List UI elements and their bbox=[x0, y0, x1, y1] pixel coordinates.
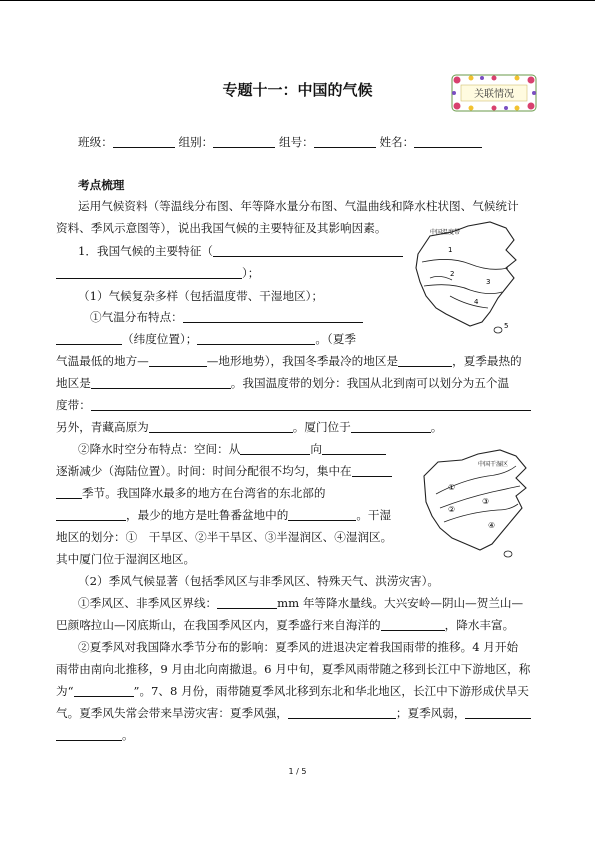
monsoon-line-s: 。 bbox=[56, 727, 134, 743]
question-1-cont: ）； bbox=[56, 265, 259, 281]
season-blank-2[interactable] bbox=[56, 486, 82, 499]
monsoon-line-r: 气。夏季风失常会带来旱涝灾害：夏季风强， ；夏季风弱， bbox=[56, 705, 531, 721]
precip-line-f: ②降水时空分布特点：空间：从 向 bbox=[78, 441, 386, 457]
top-rule bbox=[0, 0, 595, 1]
intro-line-1: 运用气候资料（等温线分布图、年等降水量分布图、气温曲线和降水柱状图、气候统计 bbox=[78, 199, 519, 213]
map1-label-2: 2 bbox=[450, 270, 455, 278]
question-1: 1．我国气候的主要特征（ bbox=[78, 243, 403, 259]
monsoon-line-n: 巴颜喀拉山—冈底斯山，在我国季风区内，夏季盛行来自海洋的 ，降水丰富。 bbox=[56, 618, 515, 632]
map1-label-4: 4 bbox=[474, 298, 479, 306]
driest-blank[interactable] bbox=[288, 508, 356, 521]
temp-features: ①气温分布特点： bbox=[90, 309, 363, 325]
plum-rain-blank[interactable] bbox=[74, 684, 134, 697]
map1-caption: 中国温度带 bbox=[430, 229, 461, 236]
page-number: 1 / 5 bbox=[288, 767, 307, 776]
temp-blank-2[interactable] bbox=[56, 332, 122, 345]
precip-line-j: 地区的划分：① 干旱区、②半干旱区、③半湿润区、④湿润区。 bbox=[56, 530, 393, 544]
strong-monsoon-blank[interactable] bbox=[288, 706, 396, 719]
coldest-summer-blank[interactable] bbox=[149, 354, 207, 367]
map2-label-4: ④ bbox=[488, 521, 496, 530]
map1-label-5: 5 bbox=[504, 322, 509, 330]
precip-line-i: ，最少的地方是吐鲁番盆地中的 。干湿 bbox=[56, 507, 391, 523]
temp-zones-blank[interactable] bbox=[91, 398, 531, 411]
monsoon-line-p: 雨带由南向北推移，9 月由北向南撤退。6 月中旬，夏季风雨带随之移到长江中下游地区，称 bbox=[56, 662, 531, 676]
map1-label-3: 3 bbox=[486, 278, 491, 286]
season-blank-1[interactable] bbox=[352, 464, 392, 477]
map2-label-1: ① bbox=[448, 483, 456, 492]
monsoon-line-q: 为“ ”。7、8 月份，雨带随夏季风北移到东北和华北地区，长江中下游形成伏旱天 bbox=[56, 684, 529, 698]
temp-line-e: 另外，青藏高原为 。厦门位于 。 bbox=[56, 420, 443, 434]
xiamen-blank[interactable] bbox=[351, 420, 431, 433]
temp-blank-1[interactable] bbox=[183, 310, 363, 323]
temp-line-b: 气温最低的地方— —地形地势），我国冬季最冷的地区是 ，夏季最热的 bbox=[56, 354, 522, 368]
group-no-label: 组号： bbox=[278, 135, 314, 149]
subsection-1: （1）气候复杂多样（包括温度带、干湿地区）； bbox=[78, 289, 324, 303]
class-blank[interactable] bbox=[113, 135, 175, 148]
badge-text: 关联情况 bbox=[474, 89, 514, 100]
map2-label-2: ② bbox=[448, 505, 456, 514]
precip-from-blank[interactable] bbox=[240, 442, 310, 455]
group-label: 组别： bbox=[178, 135, 214, 149]
monsoon-line-m: ①季风区、非季风区界线： mm 年等降水量线。大兴安岭—阴山—贺兰山— bbox=[78, 596, 524, 610]
temp-line-c: 地区是 。我国温度带的划分：我国从北到南可以划分为五个温 bbox=[56, 376, 510, 390]
monsoon-line-o: ②夏季风对我国降水季节分布的影响：夏季风的进退决定着我国雨带的推移。4 月开始 bbox=[78, 640, 519, 654]
student-info-row bbox=[78, 134, 482, 150]
precip-line-g: 逐渐减少（海陆位置）。时间：时间分配很不均匀，集中在 bbox=[56, 463, 392, 479]
precip-to-blank[interactable] bbox=[322, 442, 386, 455]
feature-blank-2[interactable] bbox=[56, 266, 242, 279]
coldest-winter-blank[interactable] bbox=[398, 354, 452, 367]
name-blank[interactable] bbox=[414, 135, 482, 148]
precip-line-blank[interactable] bbox=[217, 596, 277, 609]
feature-blank[interactable] bbox=[213, 244, 403, 257]
map1-label-1: 1 bbox=[448, 246, 453, 254]
weak-monsoon-blank-1[interactable] bbox=[465, 706, 531, 719]
tibet-blank[interactable] bbox=[149, 420, 293, 433]
temp-line-a: （纬度位置）； 。（夏季 bbox=[56, 331, 356, 347]
precip-line-h: 季节。我国降水最多的地方在台湾省的东北部的 bbox=[56, 485, 325, 501]
section-heading: 考点梳理 bbox=[78, 178, 125, 192]
subsection-2: （2）季风气候显著（包括季风区与非季风区、特殊天气、洪涝灾害）。 bbox=[78, 574, 439, 588]
intro-line-2: 资料、季风示意图等），说出我国气候的主要特征及其影响因素。 bbox=[56, 221, 387, 235]
map2-caption: 中国干湿区 bbox=[478, 461, 509, 468]
temp-blank-3[interactable] bbox=[197, 332, 315, 345]
weak-monsoon-blank-2[interactable] bbox=[56, 728, 122, 741]
flower-badge bbox=[451, 74, 537, 112]
class-label: 班级： bbox=[78, 135, 113, 149]
hottest-blank[interactable] bbox=[91, 376, 231, 389]
name-label: 姓名： bbox=[379, 135, 415, 149]
group-no-blank[interactable] bbox=[314, 135, 376, 148]
page-title: 专题十一：中国的气候 bbox=[222, 81, 373, 99]
dry-wet-region-map bbox=[418, 446, 540, 568]
monsoon-wind-blank[interactable] bbox=[381, 618, 445, 631]
temp-line-d: 度带： bbox=[56, 397, 531, 413]
map2-label-3: ③ bbox=[482, 497, 490, 506]
group-blank[interactable] bbox=[213, 135, 275, 148]
temperature-zone-map bbox=[410, 216, 532, 338]
wettest-blank[interactable] bbox=[56, 508, 126, 521]
precip-line-k: 其中厦门位于湿润区地区。 bbox=[56, 552, 196, 566]
